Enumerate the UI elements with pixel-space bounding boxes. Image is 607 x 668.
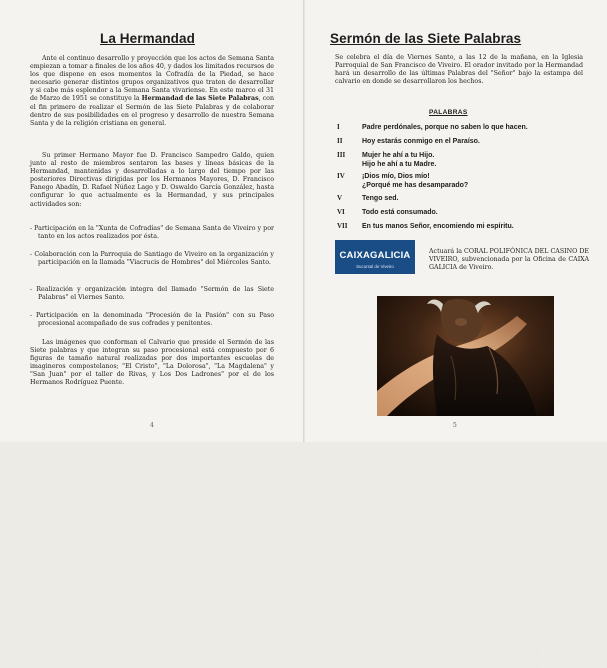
activity-item-viacrucis: - Colaboración con la Parroquia de Santiago de Viveiro en la organización y participación en la llamada "Viacrucis de Hombres" del Miércoles Santo. <box>30 251 274 267</box>
activity-item-xunta: - Participación en la "Xunta de Cofradías" de Semana Santa de Viveiro y por tanto en los actos realizados por ésta. <box>30 225 274 241</box>
activity-item-procesion: - Participación en la denominada "Procesión de la Pasión" con su Paso procesional acompañado de sus cofrades y penitentes. <box>30 312 274 328</box>
palabra-number: II <box>337 137 343 145</box>
palabra-number: IV <box>337 172 345 180</box>
page-title-hermandad: La Hermandad <box>100 31 195 46</box>
caixa-galicia-logo <box>335 240 415 274</box>
paragraph-sermon-intro: Se celebra el día de Viernes Santo, a las 12 de la mañana, en la Iglesia Parroquial de San Francisco de Viveiro. El orador invitado por la Hermandad hará un desarrollo de las últimas Palabras del "Señor" bajo la estampa del calvario en donde se desarrollaron los hechos. <box>335 54 583 86</box>
palabra-text-line2: Hijo he ahí a tu Madre. <box>362 161 437 168</box>
page-number-right: 5 <box>453 422 457 429</box>
palabras-heading: PALABRAS <box>429 109 468 116</box>
page-number-left: 4 <box>150 422 154 429</box>
palabra-text: Mujer he ahí a tu Hijo. <box>362 152 435 159</box>
palabra-text: Padre perdónales, porque no saben lo que hacen. <box>362 124 528 131</box>
palabra-number: VI <box>337 208 345 216</box>
paragraph-imagenes: Las imágenes que conforman el Calvario que preside el Sermón de las Siete palabras y que integran su paso procesional está compuesto por 6 figuras de tamaño natural realizadas por dos importantes escuelas de imagineros compostelanos; "El Cristo", "La Dolorosa", "La Magdalena" y "San Juan" por el taller de Rivas, y Los Dos Ladrones" por el de los Hermanos Rodríguez Puente. <box>30 339 274 387</box>
palabra-number: III <box>337 151 346 159</box>
activity-item-sermon: - Realización y organización integra del llamado "Sermón de las Siete Palabras" el Viernes Santo. <box>30 286 274 302</box>
palabra-text: Tengo sed. <box>362 195 399 202</box>
palabra-text: Todo está consumado. <box>362 209 438 216</box>
left-page <box>0 0 303 442</box>
right-page <box>305 0 607 668</box>
photo-credit: Foto: J. Miño <box>541 647 545 668</box>
palabra-text-line2: ¿Porqué me has desamparado? <box>362 182 469 189</box>
palabra-text: En tus manos Señor, encomiendo mi espíritu. <box>362 223 514 230</box>
palabra-number: I <box>337 123 340 131</box>
paragraph-hermanos-mayores: Su primer Hermano Mayor fue D. Francisco Sampedro Galdo, quien junto al resto de miembros sentaron las bases y líneas básicas de la Hermandad, mantenidas y desarrolladas a lo largo del tiempo por las posteriores Directivas dirigidas por los Hermanos Mayores, D. Francisco Fanego Abadín, D. Rafael Núñez Lago y D. Oswaldo García González, hasta configurar lo que actualmente es la Hermandad, y sus principales actividades son: <box>30 152 274 208</box>
calvario-figure-image <box>377 296 554 416</box>
palabra-number: VII <box>337 222 348 230</box>
logo-branch-label: Sucursal de Viveiro <box>356 264 394 269</box>
caixa-galicia-wordmark <box>338 248 412 261</box>
paragraph-history: Ante el continuo desarrollo y proyección que los actos de Semana Santa empiezan a tomar a finales de los años 40, y dados los limitados recursos de los que dispone en esos momentos la Cofradía de la Piedad, se hace necesario generar distintos grupos organizativos que traten de desarrollar y si cabe más esplendor a la Semana Santa vivariense. En este marco el 31 de Marzo de 1951 se constituye la Hermandad de las Siete Palabras, con el fin primero de realizar el Sermón de las Siete Palabras y de colaborar dentro de sus posibilidades en el progreso y desarrollo de nuestra Semana Santa y de la religión cristiana en general. <box>30 55 275 127</box>
svg-text:CAIXAGALICIA: CAIXAGALICIA <box>339 250 411 261</box>
calvario-photo <box>377 296 554 668</box>
palabra-text: Hoy estarás conmigo en el Paraíso. <box>362 138 480 145</box>
page-title-sermon: Sermón de las Siete Palabras <box>330 31 522 46</box>
palabra-number: V <box>337 194 343 202</box>
coral-announcement: Actuará la CORAL POLIFÓNICA DEL CASINO DE VIVEIRO, subvencionada por la Oficina de CAIXA GALICIA de Viveiro. <box>429 248 589 272</box>
palabra-text: ¡Dios mío, Dios mío! <box>362 173 430 180</box>
